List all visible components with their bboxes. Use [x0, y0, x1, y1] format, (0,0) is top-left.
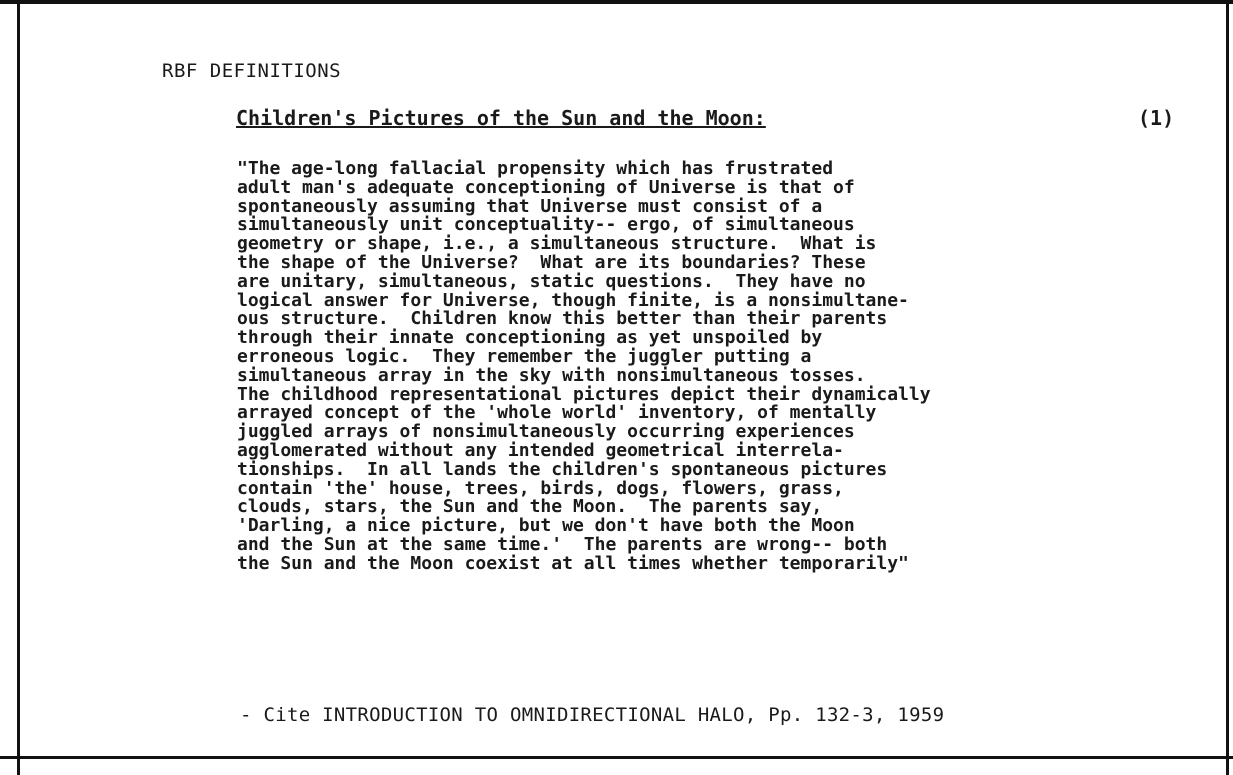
quote-line: juggled arrays of nonsimultaneously occurring experiences [237, 421, 855, 443]
quote-line: ous structure. Children know this better than their parents [237, 308, 888, 330]
document-header: RBF DEFINITIONS [162, 60, 342, 82]
quote-line: tionships. In all lands the children's spontaneous pictures [237, 458, 888, 480]
bottom-border-line [0, 756, 1233, 759]
quote-line: simultaneous array in the sky with nonsimultaneous tosses. [237, 364, 866, 386]
top-border-line [0, 0, 1233, 4]
right-border-line [1226, 0, 1229, 775]
quote-block [237, 160, 1157, 574]
quote-line: are unitary, simultaneous, static questions. They have no [237, 270, 866, 292]
quote-line: the shape of the Universe? What are its boundaries? These [237, 251, 866, 273]
reference-number: (1) [1138, 106, 1175, 130]
left-border-line [17, 0, 20, 775]
section-title: Children's Pictures of the Sun and the Moon: [236, 106, 766, 130]
quote-line: geometry or shape, i.e., a simultaneous structure. What is [237, 233, 877, 255]
citation: - Cite INTRODUCTION TO OMNIDIRECTIONAL HALO, Pp. 132-3, 1959 [240, 704, 945, 726]
quote-line: "The age-long fallacial propensity which has frustrated [237, 158, 834, 179]
quote-line: adult man's adequate conceptioning of Universe is that of [237, 176, 855, 198]
quote-line: arrayed concept of the 'whole world' inventory, of mentally [237, 402, 877, 424]
quote-line: the Sun and the Moon coexist at all times whether temporarily" [237, 552, 909, 574]
quote-line: simultaneously unit conceptuality-- ergo, of simultaneous [237, 214, 855, 236]
quote-line: The childhood representational pictures depict their dynamically [237, 383, 931, 405]
quote-line: spontaneously assuming that Universe must consist of a [237, 195, 823, 217]
quote-line: and the Sun at the same time.' The parents are wrong-- both [237, 533, 888, 555]
quote-line: through their innate conceptioning as yet unspoiled by [237, 327, 823, 349]
quote-line: 'Darling, a nice picture, but we don't have both the Moon [237, 515, 855, 537]
quote-line: clouds, stars, the Sun and the Moon. The parents say, [237, 496, 823, 518]
quote-line: erroneous logic. They remember the juggler putting a [237, 345, 812, 367]
quote-line: contain 'the' house, trees, birds, dogs, flowers, grass, [237, 477, 844, 499]
quote-line: agglomerated without any intended geometrical interrela- [237, 439, 844, 461]
quote-line: logical answer for Universe, though finite, is a nonsimultane- [237, 289, 909, 311]
